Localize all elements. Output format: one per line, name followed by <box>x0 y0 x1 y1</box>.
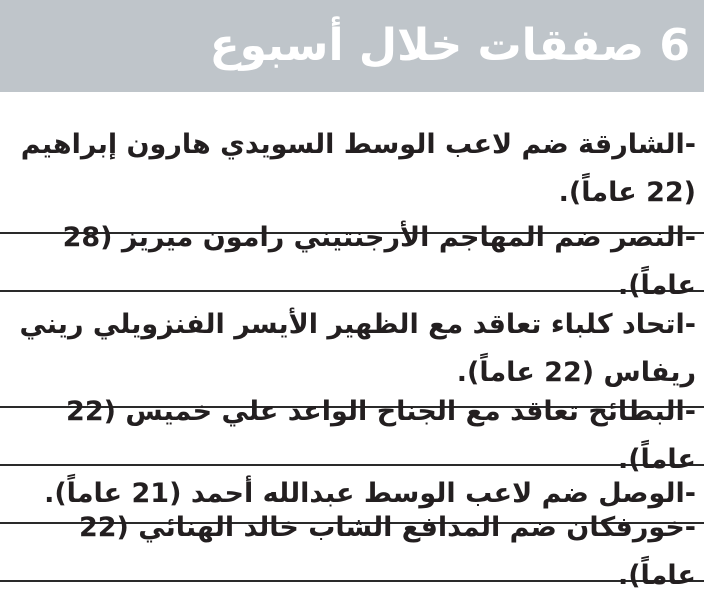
header-spacer <box>0 92 704 106</box>
list-item-text: -خورفكان ضم المدافع الشاب خالد الهنائي (22 عاماً). <box>78 512 696 591</box>
list-item-text: -الشارقة ضم لاعب الوسط السويدي هارون إبراهيم (22 عاماً). <box>20 129 696 208</box>
list-item-text: -البطائح تعاقد مع الجناح الواعد علي خميس (22 عاماً). <box>66 396 696 475</box>
header-bar <box>0 0 704 92</box>
list-item <box>0 396 704 475</box>
header-title: 6 صفقات خلال أسبوع <box>209 20 690 71</box>
list-item <box>0 222 704 301</box>
list-item <box>0 512 704 591</box>
transfers-list <box>0 106 704 591</box>
list-item-text: -اتحاد كلباء تعاقد مع الظهير الأيسر الفنزويلي ريني ريفاس (22 عاماً). <box>19 309 696 388</box>
list-item-text: -الوصل ضم لاعب الوسط عبدالله أحمد (21 عاماً). <box>44 478 696 509</box>
list-item-text: -النصر ضم المهاجم الأرجنتيني رامون ميريز (28 عاماً). <box>62 222 696 301</box>
